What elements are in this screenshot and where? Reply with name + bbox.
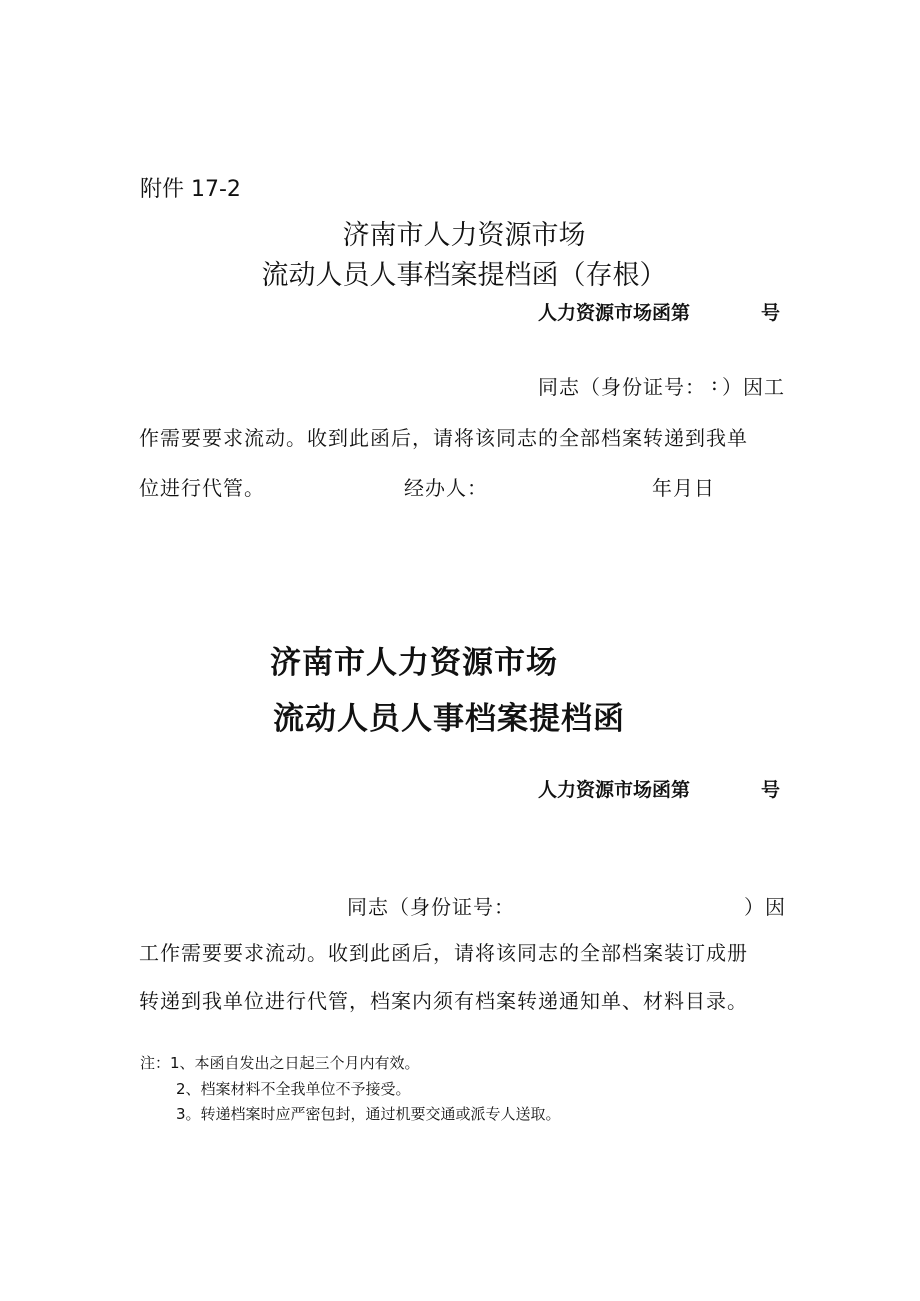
letter-title-line2: 流动人员人事档案提档函 xyxy=(273,701,625,737)
stub-ref-suffix: 号 xyxy=(761,302,781,324)
letter-ref-suffix: 号 xyxy=(761,779,781,801)
note-2: 2、档案材料不全我单位不予接受。 xyxy=(176,1080,411,1098)
stub-handler-label: 经办人： xyxy=(404,476,488,500)
note-1: 注：1、本函自发出之日起三个月内有效。 xyxy=(140,1054,420,1072)
stub-line1-id: 同志（身份证号： xyxy=(538,375,706,399)
letter-ref-prefix: 人力资源市场函第 xyxy=(537,779,690,801)
stub-line2: 作需要要求流动。收到此函后，请将该同志的全部档案转递到我单 xyxy=(139,426,748,450)
stub-title-line1: 济南市人力资源市场 xyxy=(342,220,586,251)
stub-line3-text: 位进行代管。 xyxy=(139,476,265,500)
stub-line1-end: ）因工 xyxy=(722,375,785,399)
stub-title-line2: 流动人员人事档案提档函（存根） xyxy=(261,260,667,291)
letter-title-line1: 济南市人力资源市场 xyxy=(270,645,558,681)
letter-line1-id: 同志（身份证号： xyxy=(347,895,515,919)
stub-date-label: 年月日 xyxy=(652,476,715,500)
attachment-label: 附件 17-2 xyxy=(140,177,241,202)
stub-ref-prefix: 人力资源市场函第 xyxy=(537,302,690,324)
letter-line2: 工作需要要求流动。收到此函后，请将该同志的全部档案装订成册 xyxy=(139,941,748,965)
letter-line1-end: ）因 xyxy=(744,895,786,919)
stub-line1-mark: : xyxy=(711,371,719,395)
letter-line3: 转递到我单位进行代管，档案内须有档案转递通知单、材料目录。 xyxy=(139,989,748,1013)
note-3: 3。转递档案时应严密包封，通过机要交通或派专人送取。 xyxy=(176,1105,561,1123)
